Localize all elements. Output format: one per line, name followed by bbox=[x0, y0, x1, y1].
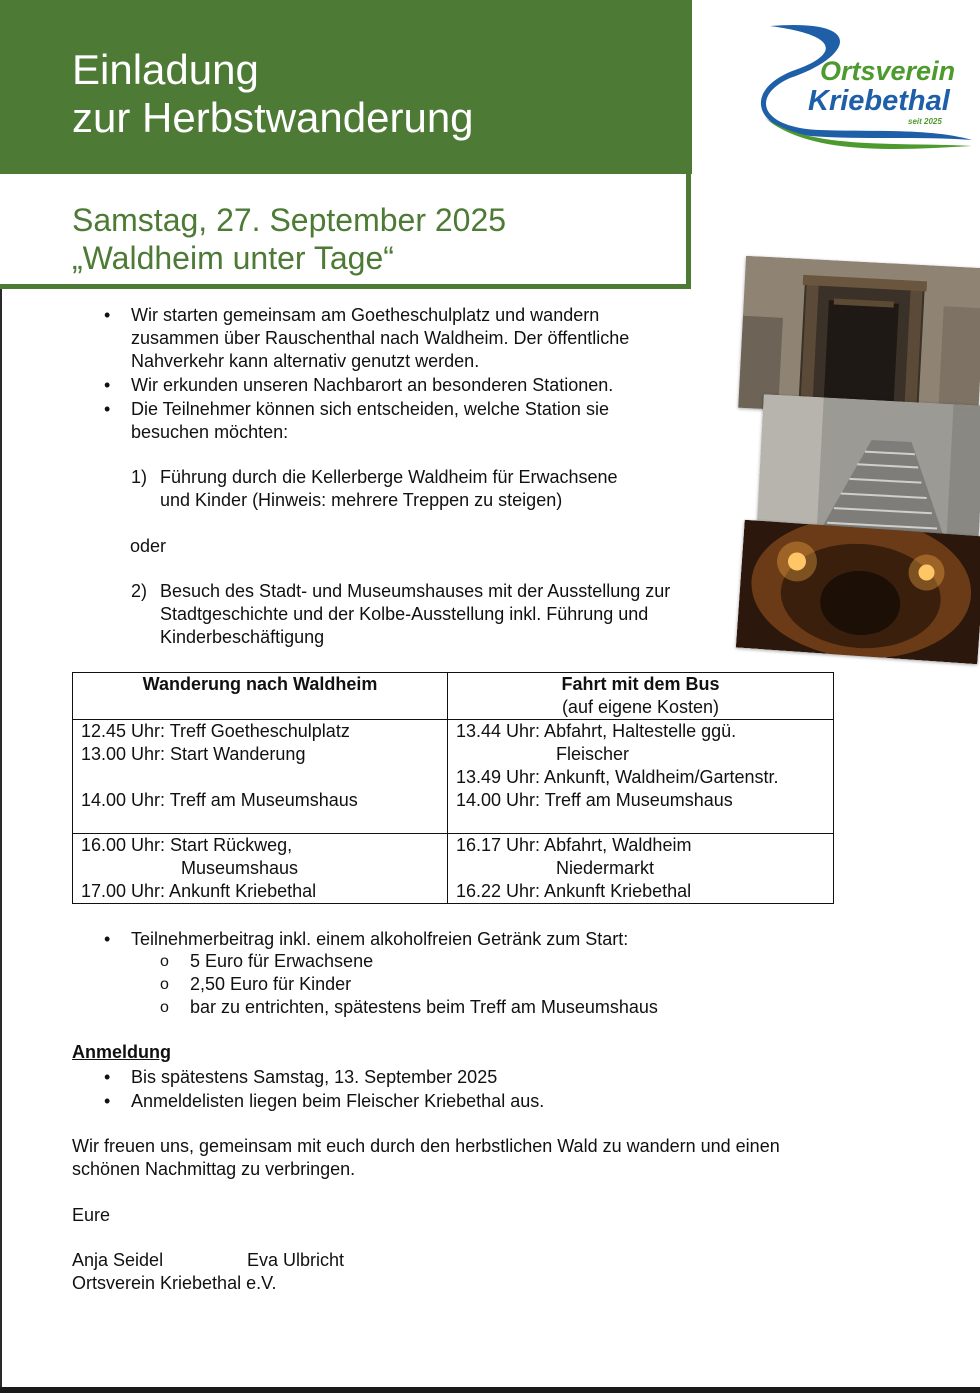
table-cell: 16.17 Uhr: Abfahrt, Waldheim Niedermarkt 16.22 Uhr: Ankunft Kriebethal bbox=[448, 834, 834, 904]
bullet-dot: • bbox=[104, 929, 111, 949]
option-2-number: 2) bbox=[131, 581, 148, 601]
logo-text-line2: Kriebethal bbox=[808, 85, 950, 117]
table-cell: 16.00 Uhr: Start Rückweg, Museumshaus 17.00 Uhr: Ankunft Kriebethal bbox=[73, 834, 448, 904]
fee-item: 5 Euro für Erwachsene bbox=[190, 951, 374, 971]
anmeldung-item: Anmeldelisten liegen beim Fleischer Kriebethal aus. bbox=[131, 1091, 545, 1111]
ortsverein-logo bbox=[750, 18, 975, 153]
signature-name-1: Anja Seidel bbox=[72, 1250, 164, 1270]
title-line-1: Einladung bbox=[72, 46, 259, 93]
schedule-table bbox=[72, 672, 834, 904]
intro-bullet-3: Die Teilnehmer können sich entscheiden, welche Station sie besuchen möchten: bbox=[131, 399, 609, 442]
intro-bullet-2: Wir erkunden unseren Nachbarort an besonderen Stationen. bbox=[131, 375, 614, 395]
bullet-dot: • bbox=[104, 399, 111, 419]
table-header-row bbox=[73, 673, 834, 720]
circle-bullet: o bbox=[160, 953, 169, 970]
signature-org: Ortsverein Kriebethal e.V. bbox=[72, 1273, 277, 1293]
title-line-2: zur Herbstwanderung bbox=[72, 94, 474, 141]
closing-greeting: Eure bbox=[72, 1205, 111, 1225]
option-1-text: Führung durch die Kellerberge Waldheim für Erwachsene und Kinder (Hinweis: mehrere Treppen zu steigen) bbox=[160, 467, 618, 510]
anmeldung-heading: Anmeldung bbox=[72, 1042, 171, 1062]
table-cell: 13.44 Uhr: Abfahrt, Haltestelle ggü. Fleischer 13.49 Uhr: Ankunft, Waldheim/Gartenstr. 14.00 Uhr: Treff am Museumshaus bbox=[448, 720, 834, 834]
table-row bbox=[73, 720, 834, 834]
bullet-dot: • bbox=[104, 1067, 111, 1087]
bullet-dot: • bbox=[104, 375, 111, 395]
logo-text-line1: Ortsverein bbox=[820, 56, 956, 86]
col-header-walk: Wanderung nach Waldheim bbox=[73, 673, 448, 720]
cellar-vault-photo bbox=[736, 520, 980, 665]
logo-since: seit 2025 bbox=[908, 117, 942, 126]
option-1-number: 1) bbox=[131, 467, 148, 487]
bullet-dot: • bbox=[104, 1091, 111, 1111]
fee-bullet: Teilnehmerbeitrag inkl. einem alkoholfreien Getränk zum Start: bbox=[131, 929, 629, 949]
event-subtitle: „Waldheim unter Tage“ bbox=[72, 240, 394, 276]
anmeldung-item: Bis spätestens Samstag, 13. September 2025 bbox=[131, 1067, 498, 1087]
closing-text: Wir freuen uns, gemeinsam mit euch durch den herbstlichen Wald zu wandern und einen schönen Nachmittag zu verbringen. bbox=[72, 1136, 780, 1179]
page-bottom-edge bbox=[0, 1387, 980, 1393]
option-2-text: Besuch des Stadt- und Museumshauses mit der Ausstellung zur Stadtgeschichte und der Kolbe-Ausstellung inkl. Führung und Kinderbeschäftigung bbox=[160, 581, 671, 647]
fee-item: bar zu entrichten, spätestens beim Treff am Museumshaus bbox=[190, 997, 658, 1017]
option-or: oder bbox=[130, 536, 167, 556]
intro-bullet-1: Wir starten gemeinsam am Goetheschulplatz und wandern zusammen über Rauschenthal nach Waldheim. Der öffentliche Nahverkehr kann alternativ genutzt werden. bbox=[131, 305, 630, 371]
circle-bullet: o bbox=[160, 976, 169, 993]
page-title bbox=[72, 46, 474, 142]
fee-item: 2,50 Euro für Kinder bbox=[190, 974, 352, 994]
circle-bullet: o bbox=[160, 999, 169, 1016]
col-header-bus: Fahrt mit dem Bus (auf eigene Kosten) bbox=[448, 673, 834, 720]
table-row bbox=[73, 834, 834, 904]
signature-name-2: Eva Ulbricht bbox=[247, 1250, 345, 1270]
event-date: Samstag, 27. September 2025 bbox=[72, 202, 507, 238]
bullet-dot: • bbox=[104, 305, 111, 325]
table-cell: 12.45 Uhr: Treff Goetheschulplatz 13.00 Uhr: Start Wanderung 14.00 Uhr: Treff am Museumshaus bbox=[73, 720, 448, 834]
